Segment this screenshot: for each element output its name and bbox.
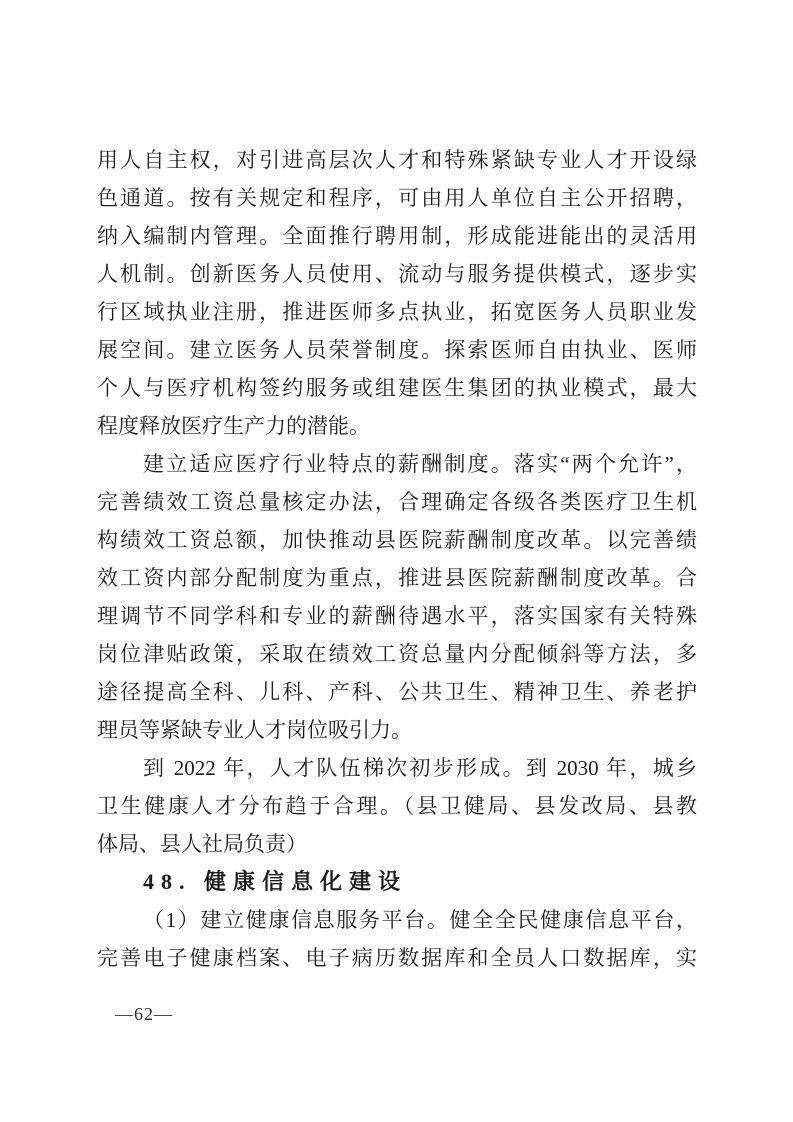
text-line: 展空间。建立医务人员荣誉制度。探索医师自由执业、医师 bbox=[97, 338, 697, 362]
paragraph bbox=[97, 901, 697, 977]
section-heading bbox=[97, 863, 697, 901]
text-line: 体局、县人社局负责） bbox=[97, 832, 307, 856]
paragraph bbox=[97, 141, 697, 445]
text-line: 到 2022 年，人才队伍梯次初步形成。到 2030 年，城乡 bbox=[143, 756, 697, 780]
text-line: 行区域执业注册，推进医师多点执业，拓宽医务人员职业发 bbox=[97, 300, 697, 324]
text-line: 色通道。按有关规定和程序，可由用人单位自主公开招聘， bbox=[97, 186, 697, 210]
text-line: 构绩效工资总额，加快推动县医院薪酬制度改革。以完善绩 bbox=[97, 528, 697, 552]
text-line: 途径提高全科、儿科、产科、公共卫生、精神卫生、养老护 bbox=[97, 680, 697, 704]
text-line: （1）建立健康信息服务平台。健全全民健康信息平台， bbox=[143, 908, 697, 932]
text-line: 建立适应医疗行业特点的薪酬制度。落实“两个允许”， bbox=[143, 452, 697, 476]
page-number: —62— bbox=[115, 1004, 173, 1024]
text-line: 个人与医疗机构签约服务或组建医生集团的执业模式，最大 bbox=[97, 376, 697, 400]
paragraph bbox=[97, 445, 697, 749]
text-line: 完善绩效工资总量核定办法，合理确定各级各类医疗卫生机 bbox=[97, 490, 697, 514]
paragraph bbox=[97, 749, 697, 863]
text-line: 纳入编制内管理。全面推行聘用制，形成能进能出的灵活用 bbox=[97, 224, 697, 248]
text-line: 效工资内部分配制度为重点，推进县医院薪酬制度改革。合 bbox=[97, 566, 697, 590]
text-line: 理调节不同学科和专业的薪酬待遇水平，落实国家有关特殊 bbox=[97, 604, 697, 628]
document-body bbox=[97, 141, 697, 977]
text-line: 用人自主权，对引进高层次人才和特殊紧缺专业人才开设绿 bbox=[97, 148, 697, 172]
text-line: 卫生健康人才分布趋于合理。（县卫健局、县发改局、县教 bbox=[97, 794, 697, 818]
text-line: 理员等紧缺专业人才岗位吸引力。 bbox=[97, 718, 412, 742]
text-line: 人机制。创新医务人员使用、流动与服务提供模式，逐步实 bbox=[97, 262, 697, 286]
text-line: 完善电子健康档案、电子病历数据库和全员人口数据库，实 bbox=[97, 946, 697, 970]
text-line: 48. 健康信息化建设 bbox=[143, 869, 408, 894]
text-line: 岗位津贴政策，采取在绩效工资总量内分配倾斜等方法，多 bbox=[97, 642, 697, 666]
text-line: 程度释放医疗生产力的潜能。 bbox=[97, 414, 370, 438]
